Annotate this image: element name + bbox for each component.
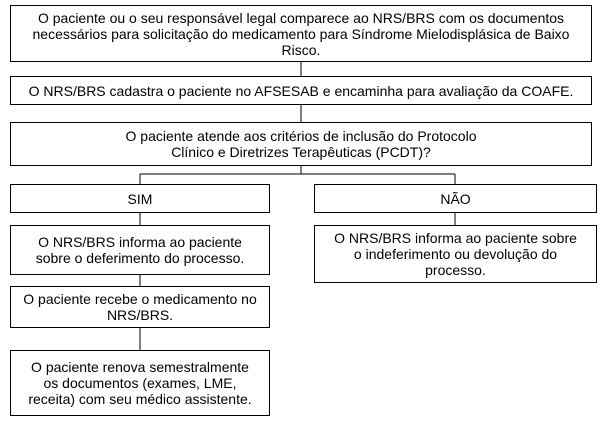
receive-box [10, 286, 270, 328]
no-label: NÃO [440, 190, 471, 207]
question-text: O paciente atende aos critérios de inclusão do Protocolo Clínico e Diretrizes Terapêuticas (PCDT)? [125, 128, 477, 160]
question-box [10, 122, 592, 166]
receive-text: O paciente recebe o medicamento no NRS/BRS. [23, 291, 257, 323]
step2-text: O NRS/BRS cadastra o paciente no AFSESAB e encaminha para avaliação da COAFE. [28, 82, 574, 99]
no-box [314, 184, 597, 213]
yes-label: SIM [127, 190, 153, 207]
yes-inform-text: O NRS/BRS informa ao paciente sobre o deferimento do processo. [35, 234, 245, 266]
step1-text: O paciente ou o seu responsável legal comparece ao NRS/BRS com os documentos necessários para solicitação do medicamento para Síndrome Mielodisplásica de Baixo Risco. [32, 9, 570, 58]
renew-text: O paciente renova semestralmente os documentos (exames, LME, receita) com seu médico assistente. [28, 359, 252, 407]
yes-box [10, 184, 270, 213]
step2-box [10, 76, 592, 105]
step1-box [10, 5, 592, 62]
no-inform-box [314, 225, 597, 283]
yes-inform-box [10, 225, 270, 275]
renew-box [10, 350, 270, 416]
no-inform-text: O NRS/BRS informa ao paciente sobre o indeferimento ou devolução do processo. [334, 230, 577, 278]
